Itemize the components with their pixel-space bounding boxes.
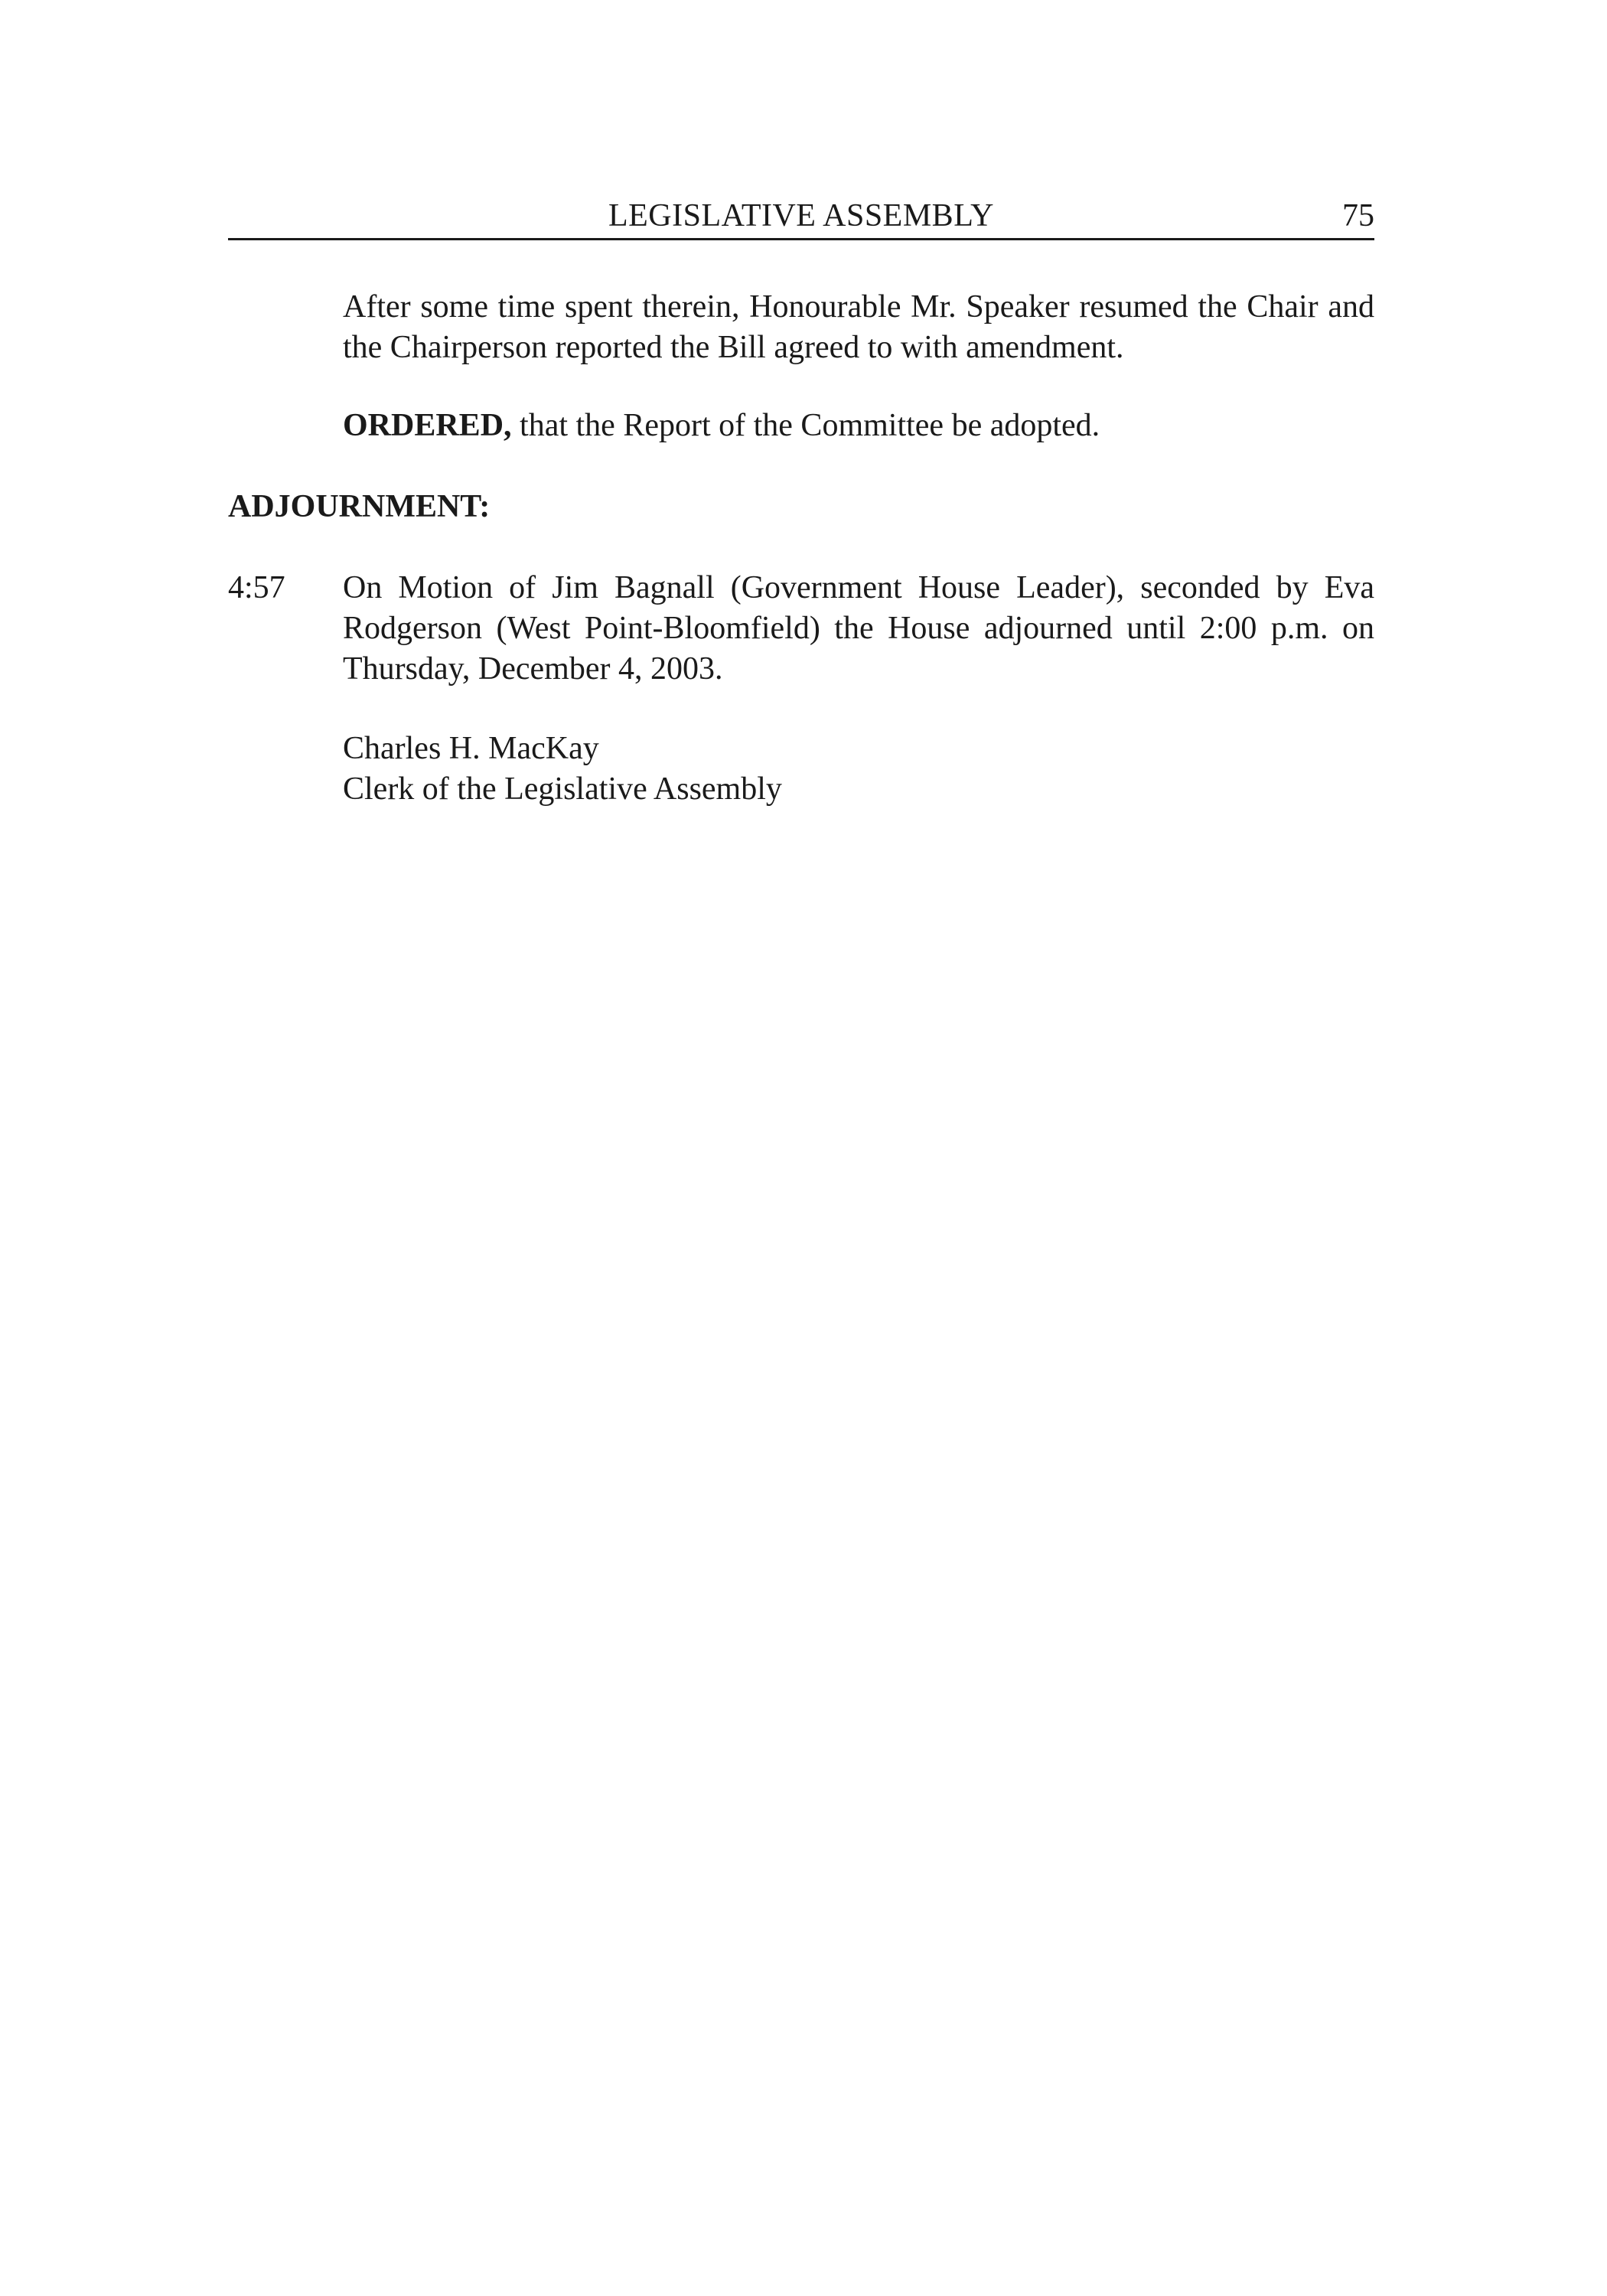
page-number: 75 bbox=[1342, 198, 1374, 233]
page-header bbox=[228, 195, 1374, 240]
adjournment-time: 4:57 bbox=[228, 570, 285, 605]
signatory-name: Charles H. MacKay bbox=[343, 731, 599, 766]
signatory-title: Clerk of the Legislative Assembly bbox=[343, 771, 782, 807]
ordered-text: that the Report of the Committee be adopted. bbox=[511, 408, 1100, 443]
ordered-paragraph bbox=[343, 406, 1374, 446]
committee-report-paragraph: After some time spent therein, Honourable Mr. Speaker resumed the Chair and the Chairperson reported the Bill agreed to with amendment. bbox=[343, 289, 1374, 365]
header-title: LEGISLATIVE ASSEMBLY bbox=[608, 198, 994, 233]
adjournment-paragraph: On Motion of Jim Bagnall (Government House Leader), seconded by Eva Rodgerson (West Point-Bloomfield) the House adjourned until 2:00 p.m. on Thursday, December 4, 2003. bbox=[343, 570, 1374, 687]
signature-block bbox=[343, 729, 782, 810]
section-heading-adjournment: ADJOURNMENT: bbox=[228, 489, 491, 524]
ordered-label: ORDERED, bbox=[343, 408, 512, 443]
